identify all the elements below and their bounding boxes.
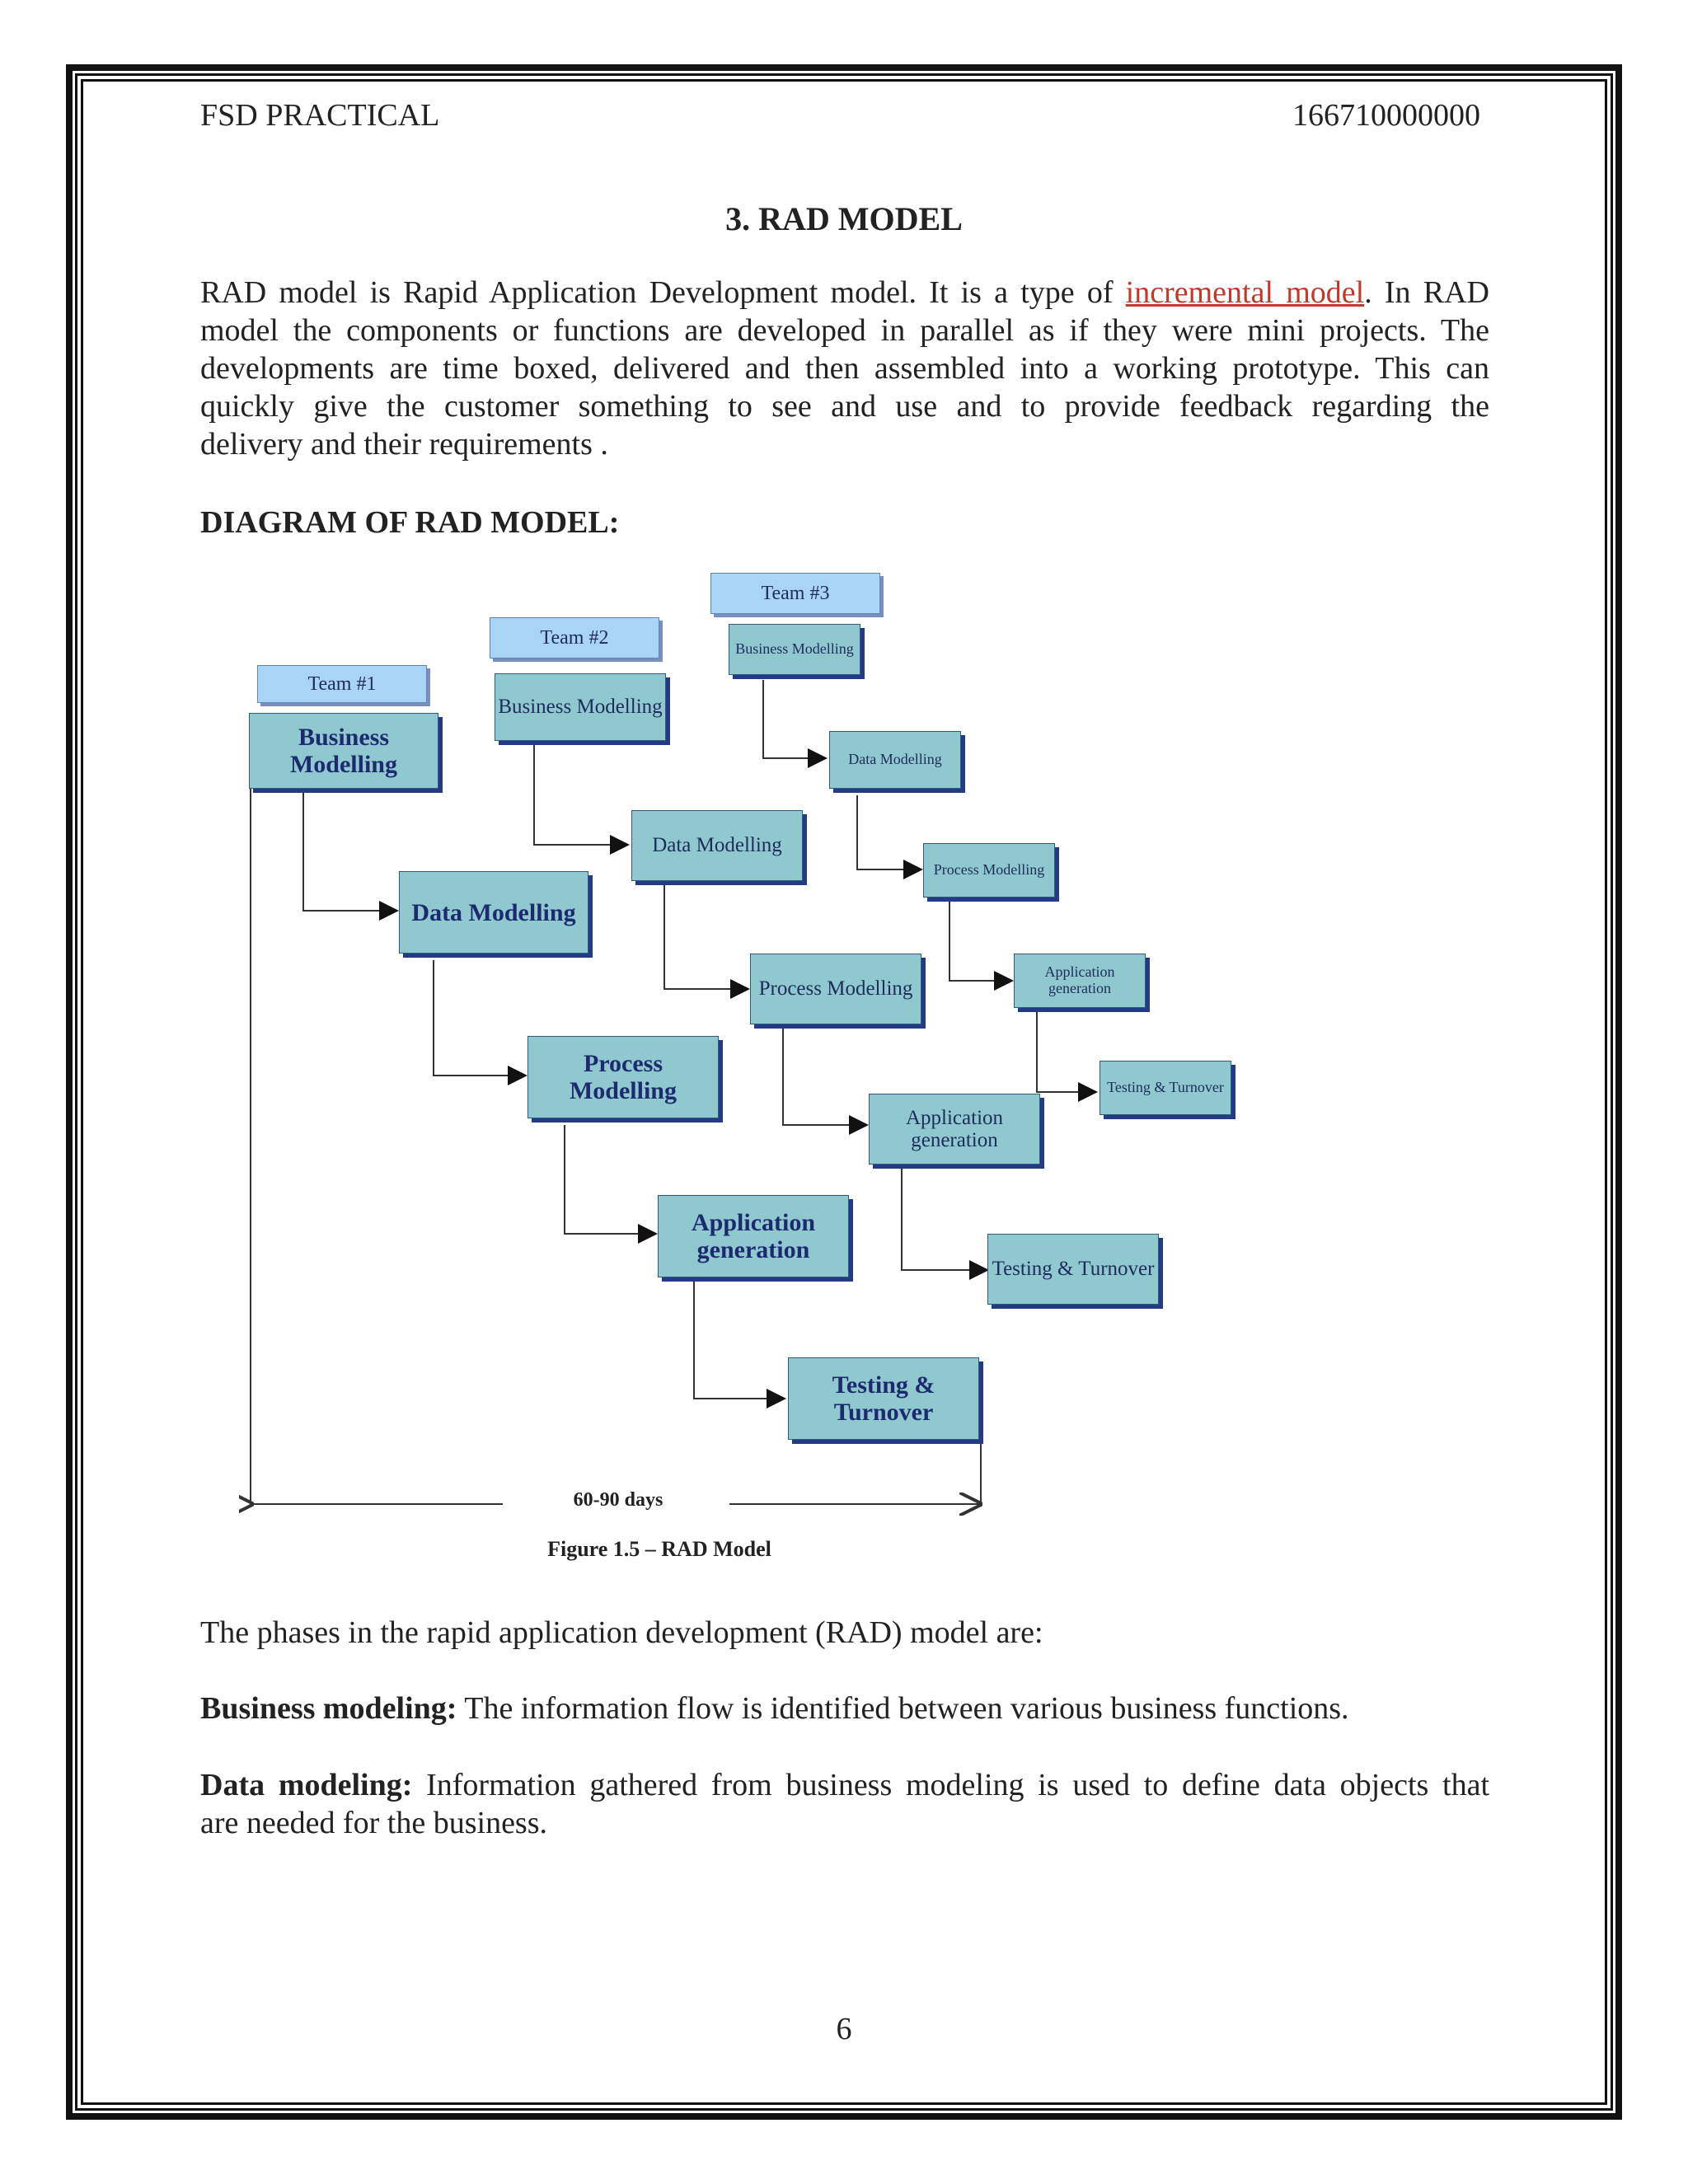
intro-line-1-start: RAD model is Rapid Application Development model. It is a type of — [200, 275, 1126, 310]
team-3-label: Team #3 — [710, 573, 880, 614]
t1-process-modelling: Process Modelling — [528, 1036, 719, 1118]
intro-paragraph — [200, 274, 1489, 463]
duration-label: 60-90 days — [573, 1489, 663, 1511]
t3-business-modelling: Business Modelling — [729, 624, 860, 675]
phase-data-modeling — [200, 1766, 1489, 1842]
phases-intro-text: The phases in the rapid application development (RAD) model are: — [200, 1615, 1043, 1650]
t1-arrow-4 — [694, 1282, 785, 1399]
t2-arrow-2 — [664, 882, 748, 989]
t2-business-modelling: Business Modelling — [495, 673, 666, 741]
phase-business-line — [200, 1690, 1489, 1727]
t2-data-modelling: Data Modelling — [631, 810, 803, 881]
t2-arrow-3 — [783, 1026, 867, 1125]
intro-line-5: delivery and their requirements . — [200, 427, 608, 462]
phase-data-text-1: Information gathered from business modeling is used to define data objects that — [412, 1768, 1490, 1802]
intro-line-4: quickly give the customer something to see and use and to provide feedback regarding the — [200, 389, 1489, 424]
t1-arrow-1 — [303, 791, 397, 911]
t3-arrow-4 — [1037, 1010, 1096, 1092]
page-title: 3. RAD MODEL — [725, 200, 963, 237]
t2-testing-turnover: Testing & Turnover — [987, 1234, 1159, 1305]
diagram-heading: DIAGRAM OF RAD MODEL: — [200, 505, 620, 540]
intro-line-1 — [200, 274, 1489, 312]
t3-arrow-3 — [950, 898, 1012, 981]
phase-data-label: Data modeling: — [200, 1768, 413, 1802]
t2-application-generation: Application generation — [869, 1094, 1040, 1165]
t3-application-generation: Application generation — [1014, 954, 1146, 1008]
intro-line-3: developments are time boxed, delivered and then assembled into a working prototype. This can — [200, 351, 1489, 386]
t2-arrow-1 — [534, 742, 628, 845]
intro-line-2: model the components or functions are developed in parallel as if they were mini projects. The — [200, 313, 1489, 348]
intro-line-1-end: . In RAD — [1364, 275, 1489, 310]
team-1-label: Team #1 — [257, 665, 427, 703]
t1-data-modelling: Data Modelling — [399, 871, 588, 954]
t1-application-generation: Application generation — [658, 1195, 849, 1277]
phase-data-line-2: are needed for the business. — [200, 1806, 548, 1840]
t3-data-modelling: Data Modelling — [829, 731, 961, 789]
team-2-label: Team #2 — [490, 617, 659, 658]
header-left: FSD PRACTICAL — [200, 98, 440, 133]
phase-business-modeling — [200, 1690, 1489, 1727]
rad-model-diagram — [239, 565, 1245, 1570]
t3-testing-turnover: Testing & Turnover — [1100, 1061, 1231, 1115]
page-number: 6 — [836, 2012, 852, 2046]
t1-testing-turnover: Testing & Turnover — [788, 1357, 979, 1440]
phase-data-line-1 — [200, 1766, 1489, 1804]
t3-process-modelling: Process Modelling — [923, 843, 1055, 898]
t1-arrow-2 — [434, 960, 526, 1076]
t1-arrow-3 — [565, 1125, 656, 1234]
t3-arrow-2 — [857, 795, 921, 869]
phase-business-text: The information flow is identified between various business functions. — [457, 1691, 1349, 1726]
phase-business-label: Business modeling: — [200, 1691, 457, 1726]
t1-business-modelling: Business Modelling — [249, 713, 438, 789]
t3-arrow-1 — [763, 680, 826, 758]
t2-arrow-4 — [902, 1162, 987, 1270]
incremental-model-link[interactable]: incremental model — [1125, 275, 1365, 310]
phases-intro — [200, 1614, 1489, 1652]
figure-caption: Figure 1.5 – RAD Model — [547, 1537, 771, 1561]
header-right: 166710000000 — [1292, 98, 1480, 133]
t2-process-modelling: Process Modelling — [750, 954, 921, 1024]
